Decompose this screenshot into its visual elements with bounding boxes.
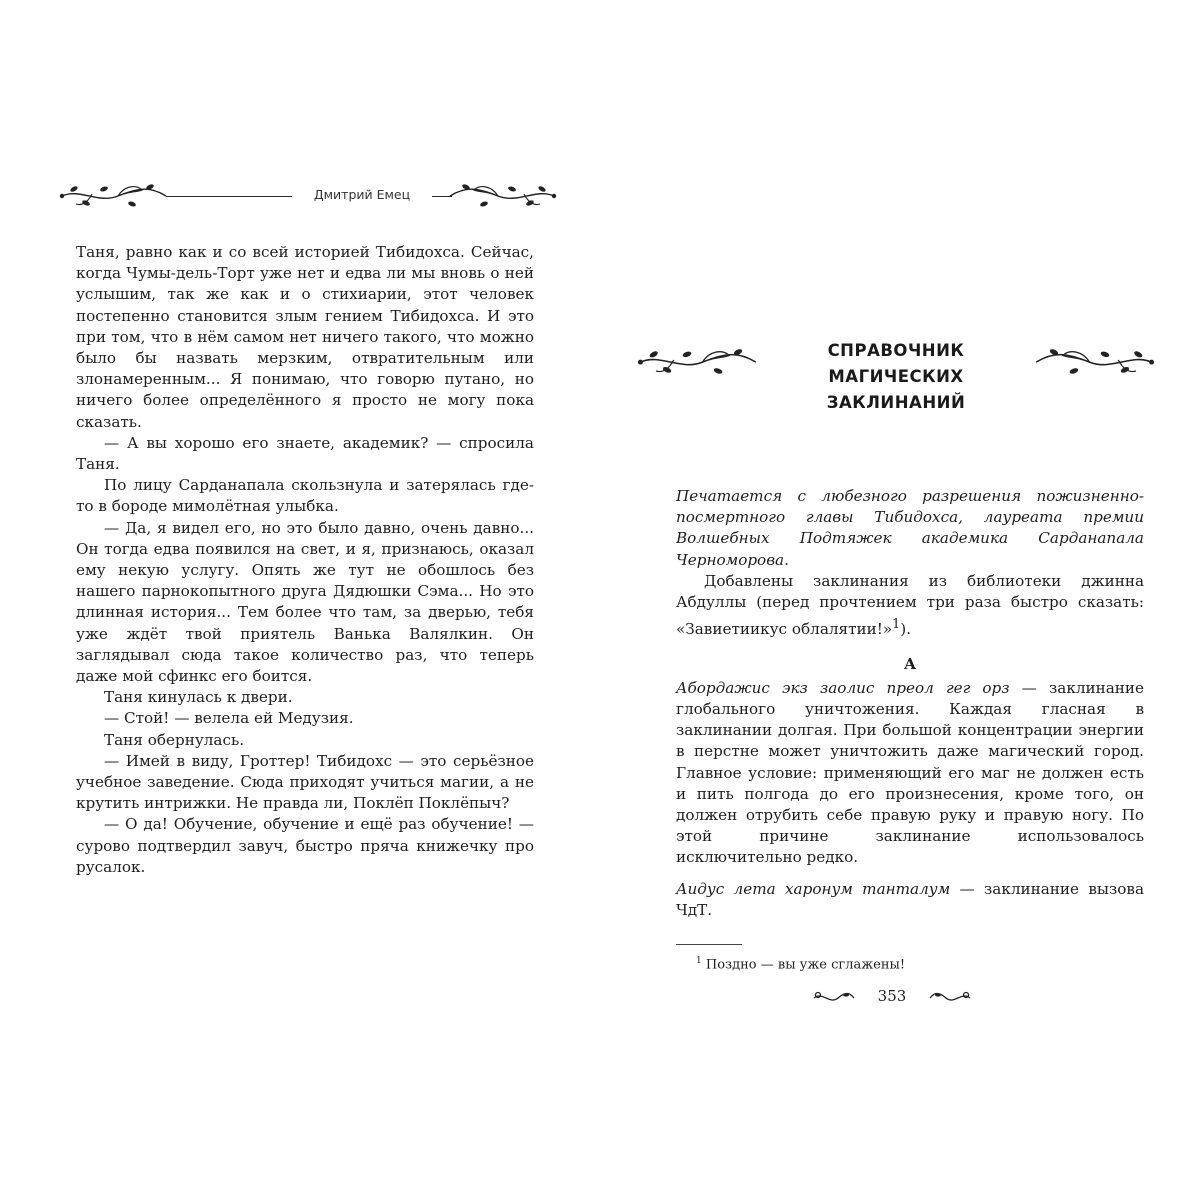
paragraph: Таня кинулась к двери.	[104, 688, 293, 707]
title-ornament-left-icon	[636, 344, 758, 378]
header-rule-left	[166, 196, 292, 197]
preface-second-tail: ).	[900, 620, 911, 639]
paragraph: Таня, равно как и со всей историей Тибидохса. Сейчас, когда Чумы-дель-Торт уже нет и едва ли мы вновь о ней услышим, так же как и о стихиарии, этот человек постепенно становится злым гением Тибидохса. И это при том, что в нём самом нет ничего такого, что можно было бы назвать мерзким, отвратительным или злонамеренным... Я понимаю, что говорю путано, но ничего более определённого я просто не могу пока сказать.	[76, 243, 534, 431]
paragraph: — Имей в виду, Гроттер! Тибидохс — это серьёзное учебное заведение. Сюда приходят учиться магии, а не крутить интрижки. Не правда ли, Поклёп Поклёпыч?	[76, 751, 534, 813]
paragraph: — Стой! — велела ей Медузия.	[104, 709, 354, 728]
paragraph: — Да, я видел его, но это было давно, очень давно... Он тогда едва появился на свет, и я, признаюсь, оказал ему некую услугу. Опять же тут не обошлось без нашего парнокопытного друга Дядюшки Сэма... Но это длинная история... Тем более что там, за дверью, тебя уже ждёт твой приятель Ванька Валялкин. Он заглядывал сюда такое количество раз, что теперь даже мой сфинкс его боится.	[76, 518, 534, 686]
footnote-ref: 1	[892, 616, 901, 632]
title-ornament-right-icon	[1034, 344, 1156, 378]
chapter-title-line: СПРАВОЧНИК	[827, 341, 965, 360]
preface-second-text: Добавлены заклинания из библиотеки джинна Абдуллы (перед прочтением три раза быстро сказать: «Завиетиикус облалятии!»	[676, 571, 1144, 639]
header-ornament-left-icon	[58, 180, 168, 210]
spell-entry	[676, 678, 1144, 869]
spell-term: Аидус лета харонум танталум	[676, 879, 951, 898]
preface-second	[676, 571, 1144, 641]
footnote-mark: 1	[696, 956, 702, 966]
section-letter: А	[903, 655, 917, 674]
reference-text	[676, 486, 1144, 921]
chapter-heading	[636, 338, 1156, 412]
chapter-title	[758, 338, 1034, 416]
folio-ornament-left-icon	[812, 989, 856, 1007]
chapter-title-line: МАГИЧЕСКИХ ЗАКЛИНАНИЙ	[826, 367, 966, 412]
paragraph: Таня обернулась.	[104, 730, 245, 749]
paragraph: — О да! Обучение, обучение и ещё раз обучение! — сурово подтвердил завуч, быстро пряча книжечку про русалок.	[76, 815, 534, 876]
running-header	[58, 180, 558, 210]
spell-term: Абордажис экз заолис преол гег орз	[676, 678, 1010, 697]
left-page-text	[76, 242, 534, 878]
spell-definition: — заклинание вызова ЧдТ.	[676, 879, 1144, 919]
preface-text: Печатается с любезного разрешения пожизненно-посмертного главы Тибидохса, лауреата премии Волшебных Подтяжек академика Сарданапала Черноморова.	[676, 487, 1144, 569]
footnote-rule	[676, 944, 742, 945]
preface	[676, 486, 1144, 571]
page-number: 353	[877, 987, 907, 1005]
header-ornament-right-icon	[448, 180, 558, 210]
paragraph: По лицу Сарданапала скользнула и затерялась где-то в бороде мимолётная улыбка.	[76, 476, 534, 516]
footnote	[682, 956, 1142, 972]
spell-entry	[676, 879, 1144, 921]
footnote-text: Поздно — вы уже сглажены!	[701, 957, 906, 973]
paragraph: — А вы хорошо его знаете, академик? — спросила Таня.	[76, 433, 534, 474]
folio-ornament-right-icon	[928, 989, 972, 1007]
right-page	[600, 0, 1200, 1200]
spell-definition: — заклинание глобального уничтожения. Каждая гласная в заклинании долгая. При большой концентрации энергии в перстне может уничтожить даже магический город. Главное условие: применяющий его маг не должен есть и пить полгода до его произнесения, кроме того, он должен отрубить себе правую руку и правую ногу. По этой причине заклинание использовалось исключительно редко.	[676, 678, 1144, 867]
page-folio	[812, 986, 972, 1010]
running-header-author: Дмитрий Емец	[313, 187, 411, 202]
